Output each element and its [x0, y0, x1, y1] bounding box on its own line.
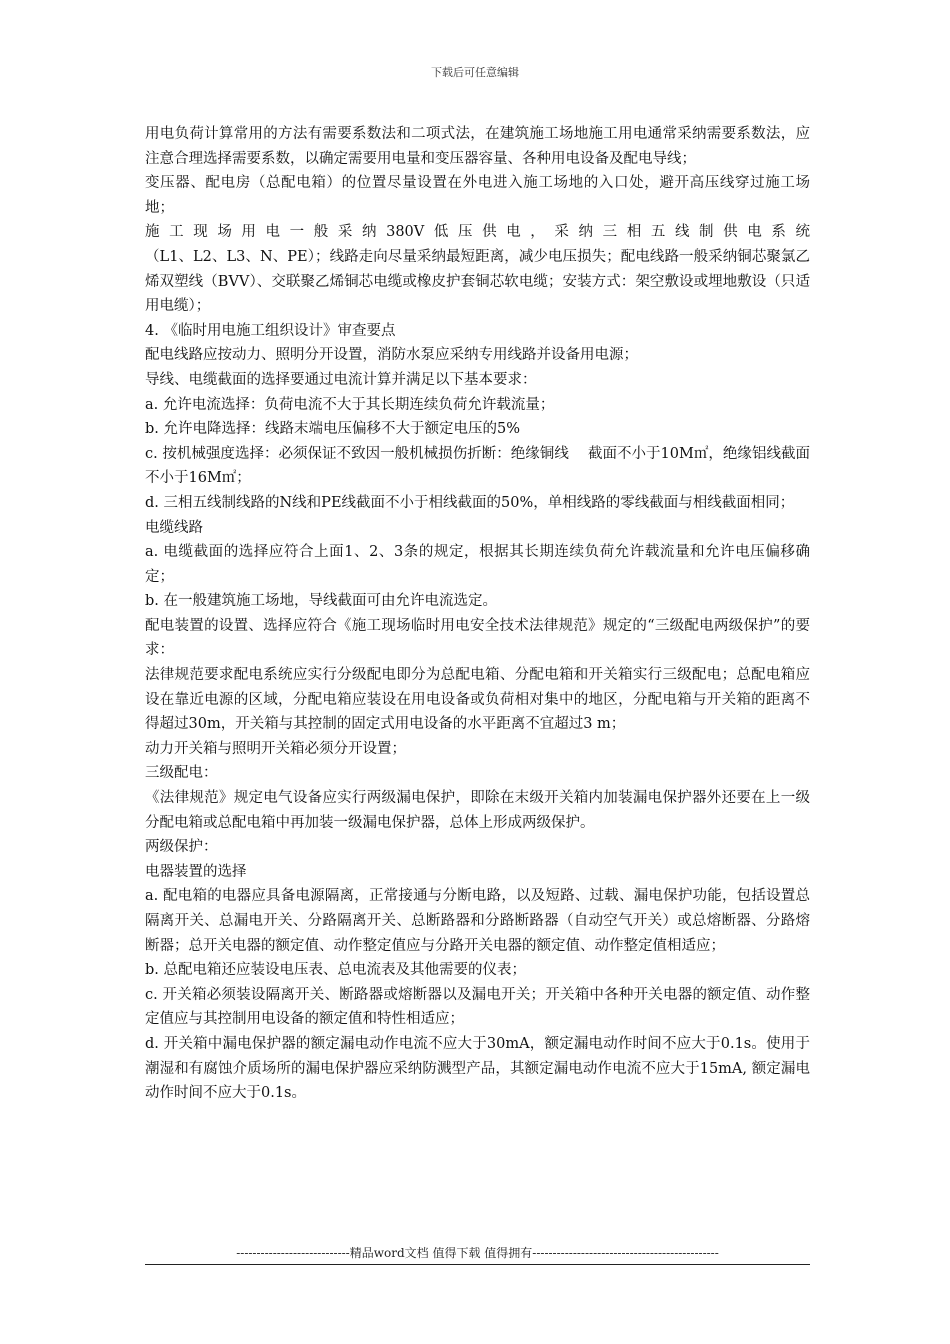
- paragraph: （L1、L2、L3、N、PE）；线路走向尽量采纳最短距离，减少电压损失；配电线路一般采纳铜芯聚氯乙烯双塑线（BVV）、交联聚乙烯铜芯电缆或橡皮护套铜芯软电缆；安装方式：架空敷设或埋地敷设（只适用电缆）；: [145, 248, 810, 315]
- paragraph: 导线、电缆截面的选择要通过电流计算并满足以下基本要求：: [145, 371, 537, 388]
- document-body: [145, 122, 810, 1106]
- paragraph: 配电装置的设置、选择应符合《施工现场临时用电安全技术法律规范》规定的“三级配电两级保护”的要求：: [145, 617, 810, 659]
- list-item: a. 允许电流选择：负荷电流不大于其长期连续负荷允许载流量；: [145, 396, 555, 413]
- list-item: a. 配电箱的电器应具备电源隔离，正常接通与分断电路，以及短路、过载、漏电保护功能，包括设置总隔离开关、总漏电开关、分路隔离开关、总断路器和分路断路器（自动空气开关）或总熔断器、分路熔断器；总开关电器的额定值、动作整定值应与分路开关电器的额定值、动作整定值相适应；: [145, 888, 810, 954]
- paragraph: 用电负荷计算常用的方法有需要系数法和二项式法，在建筑施工场地施工用电通常采纳需要系数法，应注意合理选择需要系数，以确定需要用电量和变压器容量、各种用电设备及配电导线；: [145, 126, 810, 167]
- list-item: d. 开关箱中漏电保护器的额定漏电动作电流不应大于30mA，额定漏电动作时间不应大于0.1s。使用于潮湿和有腐蚀介质场所的漏电保护器应采纳防溅型产品，其额定漏电动作电流不应大于15mA, 额定漏电动作时间不应大于0.1s。: [145, 1035, 810, 1102]
- subheading: 电器装置的选择: [145, 863, 247, 880]
- list-item: c. 开关箱必须装设隔离开关、断路器或熔断器以及漏电开关；开关箱中各种开关电器的额定值、动作整定值应与其控制用电设备的额定值和特性相适应；: [145, 986, 810, 1028]
- list-item: d. 三相五线制线路的N线和PE线截面不小于相线截面的50%，单相线路的零线截面与相线截面相同；: [145, 494, 795, 511]
- list-item: c. 按机械强度选择：必须保证不致因一般机械损伤折断：绝缘铜线 截面不小于10M㎡，绝缘铝线截面不小于16M㎡；: [145, 445, 810, 487]
- list-item: b. 在一般建筑施工场地，导线截面可由允许电流选定。: [145, 593, 497, 610]
- paragraph: 变压器、配电房（总配电箱）的位置尽量设置在外电进入施工场地的入口处，避开高压线穿过施工场地；: [145, 175, 810, 216]
- list-item: b. 允许电降选择：线路末端电压偏移不大于额定电压的5%: [145, 421, 521, 438]
- paragraph: 动力开关箱与照明开关箱必须分开设置；: [145, 740, 406, 757]
- list-item: a. 电缆截面的选择应符合上面1、2、3条的规定，根据其长期连续负荷允许载流量和允许电压偏移确定；: [145, 544, 810, 585]
- subheading: 两级保护：: [145, 839, 218, 856]
- page-header: 下载后可任意编辑: [431, 66, 519, 79]
- footer-divider: [145, 1264, 810, 1265]
- paragraph: 施工现场用电一般采纳380V低压供电，采纳三相五线制供电系统: [145, 224, 810, 241]
- section-heading: 4. 《临时用电施工组织设计》审查要点: [145, 322, 396, 339]
- paragraph: 配电线路应按动力、照明分开设置，消防水泵应采纳专用线路并设备用电源；: [145, 347, 638, 364]
- paragraph: 《法律规范》规定电气设备应实行两级漏电保护，即除在末级开关箱内加装漏电保护器外还要在上一级分配电箱或总配电箱中再加装一级漏电保护器，总体上形成两级保护。: [145, 790, 810, 831]
- subheading: 电缆线路: [145, 519, 203, 536]
- paragraph: 法律规范要求配电系统应实行分级配电即分为总配电箱、分配电箱和开关箱实行三级配电；总配电箱应设在靠近电源的区域，分配电箱应装设在用电设备或负荷相对集中的地区，分配电箱与开关箱的距离不得超过30m，开关箱与其控制的固定式用电设备的水平距离不宜超过3 m；: [145, 667, 810, 733]
- list-item: b. 总配电箱还应装设电压表、总电流表及其他需要的仪表；: [145, 962, 526, 979]
- page-footer: ----------------------------精品word文档 值得下载 值得拥有----------------------------------------------: [236, 1246, 719, 1260]
- subheading: 三级配电：: [145, 765, 218, 782]
